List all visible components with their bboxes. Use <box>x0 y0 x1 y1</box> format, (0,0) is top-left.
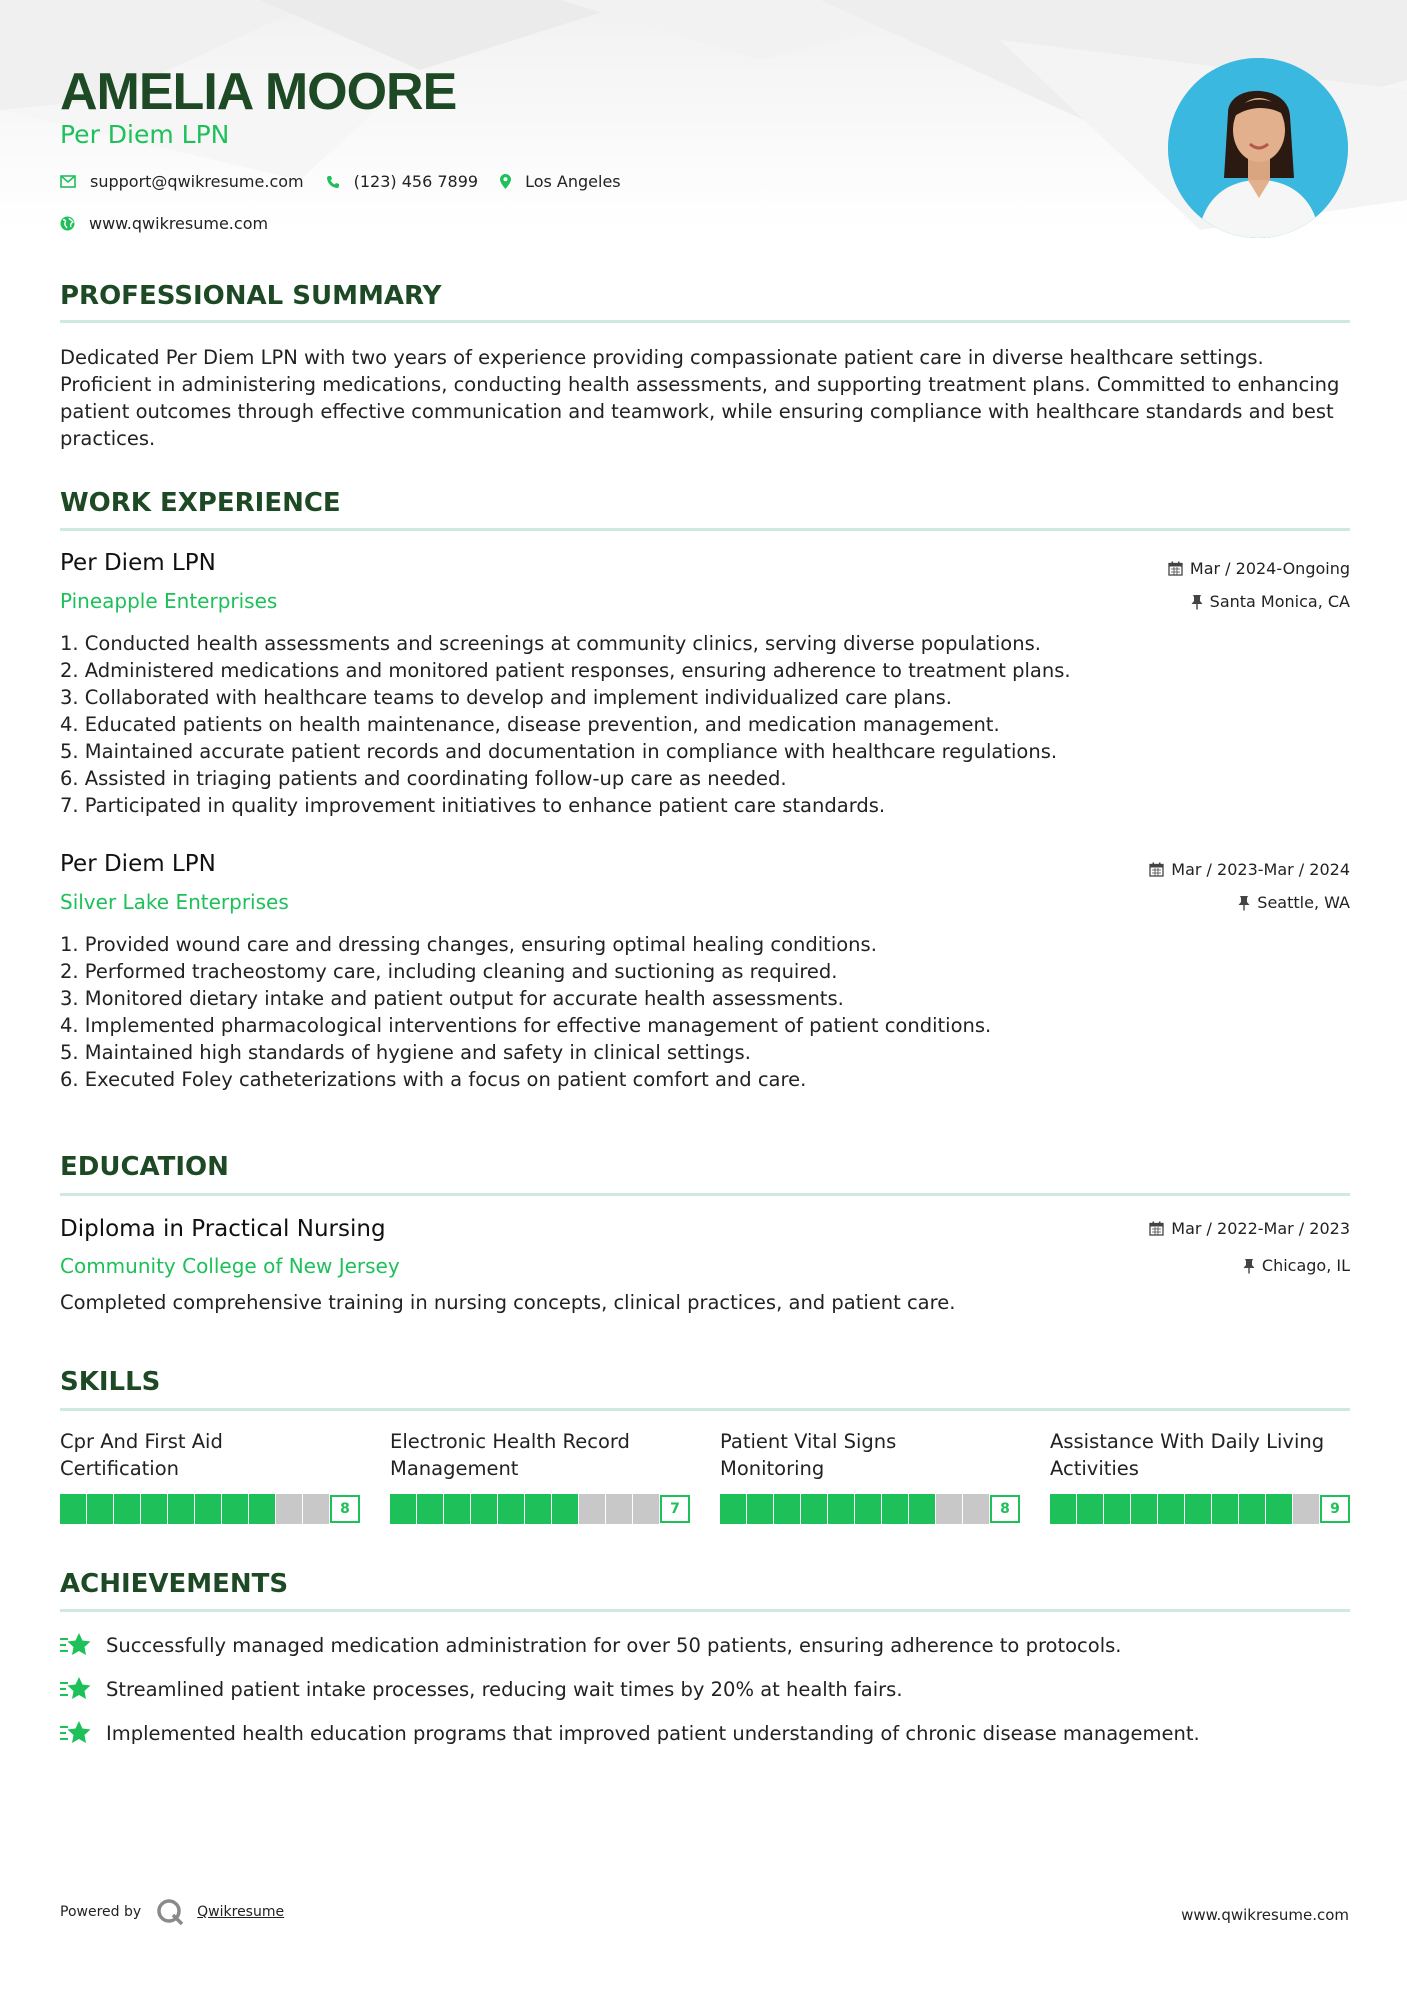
skill-segment-filled <box>1239 1494 1265 1524</box>
candidate-name: AMELIA MOORE <box>60 63 457 121</box>
skill-segment-filled <box>1266 1494 1292 1524</box>
education-heading: EDUCATION <box>60 1152 229 1182</box>
skill-segment-filled <box>1077 1494 1103 1524</box>
pushpin-icon <box>1238 895 1250 911</box>
list-item: 1. Conducted health assessments and screenings at community clinics, serving diverse populations. <box>60 632 1041 655</box>
skill-level-badge: 9 <box>1320 1495 1350 1523</box>
website-row <box>60 214 290 233</box>
skill-segment-empty <box>1293 1494 1319 1524</box>
envelope-icon <box>60 175 76 188</box>
list-item: 5. Maintained high standards of hygiene and safety in clinical settings. <box>60 1041 751 1064</box>
skill-segment-filled <box>87 1494 113 1524</box>
skill-segment-filled <box>498 1494 524 1524</box>
contact-location <box>500 172 621 191</box>
footer-powered-by <box>60 1897 284 1927</box>
skill-segment-empty <box>579 1494 605 1524</box>
list-item: 3. Monitored dietary intake and patient output for accurate health assessments. <box>60 987 844 1010</box>
globe-icon <box>60 216 75 231</box>
list-item: 7. Participated in quality improvement initiatives to enhance patient care standards. <box>60 794 886 817</box>
section-divider <box>60 1609 1350 1612</box>
education-degree: Diploma in Practical Nursing <box>60 1216 386 1242</box>
skill-name: Patient Vital Signs Monitoring <box>720 1430 897 1480</box>
skill-item <box>60 1428 360 1524</box>
calendar-icon <box>1168 561 1183 576</box>
skill-level-badge: 8 <box>990 1495 1020 1523</box>
skill-segment-filled <box>471 1494 497 1524</box>
education-school: Community College of New Jersey <box>60 1254 400 1278</box>
skill-segment-filled <box>1185 1494 1211 1524</box>
job-1-company: Pineapple Enterprises <box>60 589 278 613</box>
skill-item <box>390 1428 690 1524</box>
website-text: www.qwikresume.com <box>89 214 269 233</box>
job-2-dates <box>1149 860 1350 879</box>
map-pin-icon <box>500 174 511 189</box>
skill-segment-filled <box>747 1494 773 1524</box>
achievement-text: Streamlined patient intake processes, reducing wait times by 20% at health fairs. <box>106 1677 903 1701</box>
job-2-location <box>1238 893 1350 912</box>
skill-segment-empty <box>606 1494 632 1524</box>
section-divider <box>60 528 1350 531</box>
skill-segment-filled <box>60 1494 86 1524</box>
skill-segment-filled <box>828 1494 854 1524</box>
list-item: 4. Implemented pharmacological interventions for effective management of patient conditions. <box>60 1014 992 1037</box>
skill-item <box>1050 1428 1350 1524</box>
pushpin-icon <box>1191 594 1203 610</box>
contact-row <box>60 172 643 191</box>
skill-segment-filled <box>855 1494 881 1524</box>
contact-phone[interactable] <box>326 172 478 191</box>
achievement-item <box>60 1676 903 1702</box>
skill-segment-filled <box>114 1494 140 1524</box>
skill-segment-filled <box>720 1494 746 1524</box>
skill-level-badge: 8 <box>330 1495 360 1523</box>
skill-segment-filled <box>417 1494 443 1524</box>
location-text: Los Angeles <box>525 172 621 191</box>
job-1-role: Per Diem LPN <box>60 550 216 576</box>
footer-url[interactable]: www.qwikresume.com <box>1181 1906 1349 1924</box>
list-item: 1. Provided wound care and dressing changes, ensuring optimal healing conditions. <box>60 933 877 956</box>
skill-segment-empty <box>936 1494 962 1524</box>
email-text: support@qwikresume.com <box>90 172 304 191</box>
skill-segment-filled <box>249 1494 275 1524</box>
skill-segment-filled <box>195 1494 221 1524</box>
job-1-dates-text: Mar / 2024-Ongoing <box>1189 559 1350 578</box>
skill-segment-filled <box>1158 1494 1184 1524</box>
section-divider <box>60 320 1350 323</box>
job-2-dates-text: Mar / 2023-Mar / 2024 <box>1171 860 1350 879</box>
education-location-text: Chicago, IL <box>1261 1256 1350 1275</box>
skill-level-badge: 7 <box>660 1495 690 1523</box>
summary-heading: PROFESSIONAL SUMMARY <box>60 281 442 311</box>
phone-text: (123) 456 7899 <box>353 172 479 191</box>
skill-level-bar <box>1050 1494 1350 1524</box>
skill-level-bar <box>60 1494 360 1524</box>
job-2-bullets <box>60 931 1350 1093</box>
phone-icon <box>326 175 340 189</box>
job-2-location-text: Seattle, WA <box>1257 893 1350 912</box>
skill-segment-empty <box>303 1494 329 1524</box>
job-2-company: Silver Lake Enterprises <box>60 890 289 914</box>
achievement-item <box>60 1632 1121 1658</box>
section-divider <box>60 1408 1350 1411</box>
calendar-icon <box>1149 862 1164 877</box>
skill-segment-empty <box>963 1494 989 1524</box>
summary-text: Dedicated Per Diem LPN with two years of experience providing compassionate patient care in diverse healthcare settings. Proficient in administering medications, conducting health assessments, and supporting treatment plans. Committed to enhancing patient outcomes through effective communication and teamwork, while ensuring compliance with healthcare standards and best practices. <box>60 346 1340 450</box>
list-item: 2. Performed tracheostomy care, including cleaning and suctioning as required. <box>60 960 838 983</box>
contact-website[interactable] <box>60 214 268 233</box>
section-divider <box>60 1193 1350 1196</box>
calendar-icon <box>1149 1221 1164 1236</box>
skill-segment-filled <box>141 1494 167 1524</box>
skill-level-bar <box>390 1494 690 1524</box>
skill-segment-filled <box>909 1494 935 1524</box>
skill-segment-filled <box>1050 1494 1076 1524</box>
list-item: 4. Educated patients on health maintenance, disease prevention, and medication management. <box>60 713 1000 736</box>
qwikresume-logo-icon <box>155 1897 185 1927</box>
achievements-heading: ACHIEVEMENTS <box>60 1569 289 1599</box>
skill-segment-filled <box>444 1494 470 1524</box>
list-item: 5. Maintained accurate patient records and documentation in compliance with healthcare regulations. <box>60 740 1058 763</box>
person-portrait-image <box>1168 58 1348 238</box>
powered-by-label: Powered by <box>60 1904 142 1920</box>
pushpin-icon <box>1243 1258 1255 1274</box>
star-icon <box>60 1676 92 1702</box>
skill-name: Cpr And First Aid Certification <box>60 1430 223 1480</box>
list-item: 3. Collaborated with healthcare teams to develop and implement individualized care plans. <box>60 686 953 709</box>
skill-segment-filled <box>882 1494 908 1524</box>
experience-heading: WORK EXPERIENCE <box>60 488 341 518</box>
education-description: Completed comprehensive training in nursing concepts, clinical practices, and patient care. <box>60 1291 956 1314</box>
skill-item <box>720 1428 1020 1524</box>
job-1-location <box>1191 592 1350 611</box>
skill-segment-filled <box>552 1494 578 1524</box>
job-1-bullets <box>60 630 1350 819</box>
skill-segment-filled <box>801 1494 827 1524</box>
skill-segment-filled <box>1131 1494 1157 1524</box>
achievement-item <box>60 1720 1200 1746</box>
star-icon <box>60 1632 92 1658</box>
skill-segment-filled <box>168 1494 194 1524</box>
job-1-location-text: Santa Monica, CA <box>1209 592 1350 611</box>
profile-photo <box>1168 58 1348 238</box>
skill-segment-empty <box>276 1494 302 1524</box>
candidate-title: Per Diem LPN <box>60 120 230 149</box>
list-item: 6. Assisted in triaging patients and coordinating follow-up care as needed. <box>60 767 787 790</box>
list-item: 6. Executed Foley catheterizations with a focus on patient comfort and care. <box>60 1068 807 1091</box>
skill-segment-filled <box>774 1494 800 1524</box>
job-1-dates <box>1168 559 1350 578</box>
achievement-text: Successfully managed medication administration for over 50 patients, ensuring adherence to protocols. <box>106 1633 1122 1657</box>
education-dates-text: Mar / 2022-Mar / 2023 <box>1171 1219 1350 1238</box>
job-2-role: Per Diem LPN <box>60 851 216 877</box>
list-item: 2. Administered medications and monitored patient responses, ensuring adherence to treatment plans. <box>60 659 1071 682</box>
skills-heading: SKILLS <box>60 1367 161 1397</box>
skill-segment-filled <box>525 1494 551 1524</box>
skill-name: Electronic Health Record Management <box>390 1430 630 1480</box>
contact-email[interactable] <box>60 172 304 191</box>
education-dates <box>1149 1219 1350 1238</box>
achievement-text: Implemented health education programs that improved patient understanding of chronic disease management. <box>106 1721 1200 1745</box>
qwikresume-link[interactable]: Qwikresume <box>197 1904 285 1920</box>
education-location <box>1243 1256 1350 1275</box>
star-icon <box>60 1720 92 1746</box>
skill-level-bar <box>720 1494 1020 1524</box>
skill-segment-empty <box>633 1494 659 1524</box>
skill-segment-filled <box>1212 1494 1238 1524</box>
skill-segment-filled <box>390 1494 416 1524</box>
skill-segment-filled <box>222 1494 248 1524</box>
skill-segment-filled <box>1104 1494 1130 1524</box>
skill-name: Assistance With Daily Living Activities <box>1050 1430 1325 1480</box>
